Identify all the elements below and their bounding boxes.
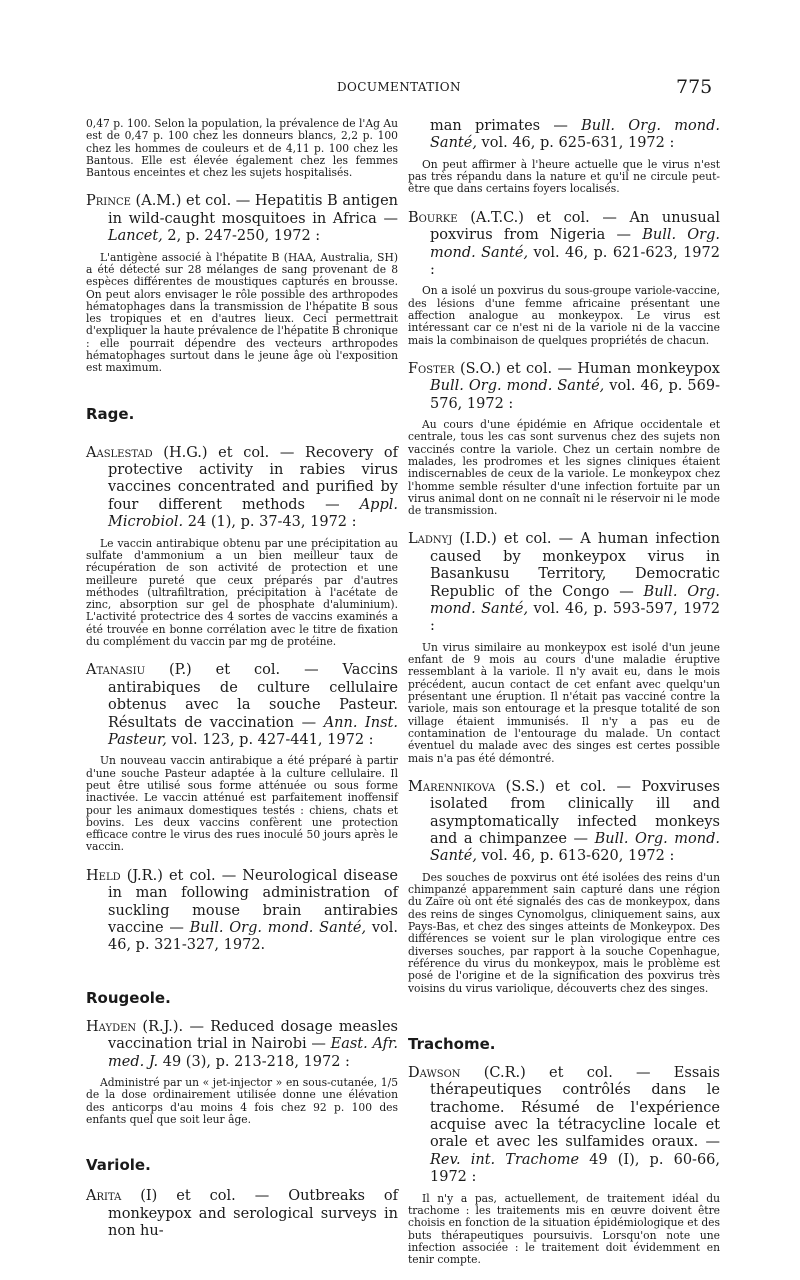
- intro-abstract: 0,47 p. 100. Selon la population, la prévalence de l'Ag Au est de 0,47 p. 100 chez les donneurs blancs, 2,2 p. 100 chez les hommes de couleurs et de 4,11 p. 100 chez les Bantous. Elle est élevée également chez les femmes Bantous enceintes et chez les sujets hospitalisés.: [86, 117, 398, 180]
- reference-arita: [86, 1188, 398, 1240]
- reference-held: [86, 868, 398, 955]
- abstract-hayden: Administré par un « jet-injector » en sous-cutanée, 1/5 de la dose ordinairement utilisée donne une élévation des anticorps d'au moins 4 fois chez 92 p. 100 des enfants quel que soit leur âge.: [86, 1076, 398, 1126]
- ref-citation: 49 (3), p. 213-218, 1972 :: [158, 1053, 350, 1070]
- ref-journal: Bull. Org. mond. Santé,: [189, 920, 367, 936]
- left-column: [86, 118, 398, 1246]
- ref-journal: Bull. Org. mond. Santé,: [430, 378, 605, 395]
- ref-title: et col. — Outbreaks of monkeypox and serological surveys in non hu-: [108, 1188, 398, 1240]
- abstract-dawson: Il n'y a pas, actuellement, de traitement idéal du trachome : les traitements mis en œuvre doivent être choisis en fonction de la situation épidémiologique et des buts thérapeutiques poursuivis. Lorsqu'on note une infection associée : le traitement doit évidemment en tenir compte.: [408, 1191, 720, 1267]
- ref-journal: Lancet,: [108, 228, 163, 245]
- ref-author: Ladnyj (I.D.): [408, 531, 497, 548]
- ref-author: Aaslestad (H.G.): [86, 444, 208, 461]
- abstract-foster: Au cours d'une épidémie en Afrique occidentale et centrale, tous les cas sont survenus chez des sujets non vaccinés contre la variole. Chez un certain nombre de malades, les prodromes et les signes cliniques étaient indiscernables de ceux de la variole. Le monkeypox chez l'homme semble résulter d'une infection fortuite par un virus animal dont on ne connaît ni le réservoir ni le mode de transmission.: [408, 418, 720, 518]
- running-title: DOCUMENTATION: [337, 80, 461, 94]
- ref-title: et col. — An unusual poxvirus from Nigeria —: [430, 209, 720, 244]
- ref-author: Arita (I): [86, 1188, 158, 1205]
- ref-journal: East. Afr. med. J.: [108, 1036, 398, 1070]
- ref-title: et col. — Hepatitis B antigen in wild-caught mosquitoes in Africa —: [108, 193, 398, 227]
- ref-citation: vol. 46, p. 625-631, 1972 :: [476, 135, 675, 152]
- abstract-bourke: On a isolé un poxvirus du sous-groupe variole-vaccine, des lésions d'une femme africaine présentant une affection analogue au monkeypox. Le virus est intéressant car ce n'est ni de la variole ni de la vaccine mais la combinaison de quelques propriétés de chacun.: [408, 284, 720, 347]
- ref-journal: Appl. Microbiol.: [108, 496, 398, 531]
- ref-title: man primates —: [430, 118, 582, 134]
- ref-journal: Bull. Org. mond. Santé,: [430, 118, 721, 152]
- ref-citation: 49 (I), p. 60-66, 1972 :: [430, 1151, 721, 1186]
- section-heading-rougeole: Rougeole.: [86, 988, 171, 1007]
- ref-journal: Bull. Org. mond. Santé,: [430, 227, 720, 261]
- ref-title: et col. — A human infection caused by monkeypox virus in Basankusu Territory, Democratic Republic of the Congo —: [430, 531, 720, 600]
- ref-citation: vol. 46, p. 613-620, 1972 :: [476, 848, 675, 865]
- right-column: [408, 118, 720, 1280]
- ref-author: Marennikova (S.S.): [408, 778, 546, 795]
- reference-aaslestad: [86, 445, 398, 532]
- ref-citation: vol. 123, p. 427-441, 1972 :: [166, 732, 374, 748]
- section-heading-trachome: Trachome.: [408, 1034, 496, 1053]
- ref-author: Bourke (A.T.C.): [408, 209, 524, 226]
- ref-author: Dawson (C.R.): [408, 1064, 526, 1081]
- abstract-marennikova: Des souches de poxvirus ont été isolées des reins d'un chimpanzé apparemment sain capturé dans une région du Zaïre où ont été signalés des cas de monkeypox, dans des reins de singes Cynomolgus, cliniquement sains, aux Pays-Bas, et chez des singes atteints de Monkeypox. Des différences se voient sur le plan virologique entre ces diverses souches, par rapport à la souche Copenhague, référence du virus du monkeypox, mais le problème est posé de l'origine et de la signification des poxvirus très voisins du virus variolique, découverts chez des singes.: [408, 870, 720, 995]
- ref-author: Prince (A.M.): [86, 193, 182, 210]
- page-header: [0, 78, 800, 102]
- reference-hayden: [86, 1019, 398, 1071]
- ref-citation: 2, p. 247-250, 1972 :: [162, 228, 321, 245]
- ref-title: et col. — Poxviruses isolated from clinically ill and asymptomatically infected monkeys and a chimpanzee —: [430, 778, 720, 848]
- reference-bourke: [408, 210, 720, 280]
- section-heading-variole: Variole.: [86, 1156, 151, 1175]
- abstract-prince: L'antigène associé à l'hépatite B (HAA, Australia, SH) a été détecté sur 28 mélanges de sang provenant de 8 espèces différentes de moustiques capturés en brousse. On peut alors envisager le rôle possible des arthropodes hématophages dans la transmission de l'hépatite B sous les tropiques et en d'autres lieux. Ceci permettrait d'expliquer la haute prévalence de l'hépatite B chronique : elle pourrait dépendre des vecteurs arthropodes hématophages surtout dans le jeune âge où l'exposition est maximum.: [86, 250, 398, 375]
- ref-title: et col. — Neurological disease in man following administration of suckling mouse brain antirabies vaccine —: [108, 867, 398, 936]
- ref-citation: vol. 46, p. 321-327, 1972.: [108, 920, 399, 954]
- ref-title: et col. — Essais thérapeutiques contrôlés dans le trachome. Résumé de l'expérience acquise avec la tétracycline locale et orale et avec les sulfamides oraux. —: [430, 1064, 720, 1151]
- ref-citation: vol. 46, p. 569-576, 1972 :: [430, 378, 720, 412]
- ref-author: Foster (S.O.): [408, 360, 501, 377]
- ref-citation: vol. 46, p. 593-597, 1972 :: [430, 601, 720, 635]
- ref-author: Atanasiu (P.): [86, 662, 192, 679]
- ref-author: Held (J.R.): [86, 867, 163, 884]
- section-heading-rage: Rage.: [86, 404, 135, 423]
- reference-atanasiu: [86, 662, 398, 749]
- ref-author: Hayden (R.J.).: [86, 1018, 184, 1035]
- ref-title: et col. — Recovery of protective activity in rabies virus vaccines concentrated and purified by four different methods —: [108, 444, 398, 513]
- reference-foster: [408, 361, 720, 413]
- reference-dawson: [408, 1065, 720, 1187]
- page-number: 775: [676, 76, 713, 98]
- ref-title: et col. — Vaccins antirabiques de culture cellulaire obtenus avec la souche Pasteur. Résultats de vaccination —: [108, 662, 398, 731]
- ref-citation: 24 (1), p. 37-43, 1972 :: [183, 514, 357, 531]
- reference-arita-continued: [408, 118, 720, 153]
- reference-prince: [86, 193, 398, 245]
- abstract-atanasiu: Un nouveau vaccin antirabique a été préparé à partir d'une souche Pasteur adaptée à la culture cellulaire. Il peut être utilisé sous forme atténuée ou sous forme inactivée. Le vaccin atténué est parfaitement inoffensif pour les animaux domestiques testés : chiens, chats et bovins. Les deux vaccins confèrent une protection efficace contre le virus des rues inoculé 50 jours après le vaccin.: [86, 754, 398, 854]
- ref-title: — Reduced dosage measles vaccination trial in Nairobi —: [108, 1018, 398, 1053]
- abstract-aaslestad: Le vaccin antirabique obtenu par une précipitation au sulfate d'ammonium a un bien meilleur taux de récupération de son activité de protection et une meilleure pureté que ceux préparés par d'autres méthodes (ultrafiltration, précipitation à l'acétate de zinc, absorption sur gel de phosphate d'aluminium). L'activité protectrice des 4 sortes de vaccins examinés a été trouvée en bonne corrélation avec le titre de fixation du complément du vaccin par mg de protéine.: [86, 536, 398, 649]
- abstract-arita: On peut affirmer à l'heure actuelle que le virus n'est pas très répandu dans la nature et qu'il ne circule peut-être que dans certains foyers localisés.: [408, 157, 720, 196]
- reference-marennikova: [408, 779, 720, 866]
- ref-journal: Bull. Org. mond. Santé,: [430, 583, 720, 618]
- ref-journal: Bull. Org. mond. Santé,: [430, 831, 720, 865]
- ref-citation: vol. 46, p. 621-623, 1972 :: [430, 244, 720, 278]
- ref-journal: Rev. int. Trachome: [430, 1151, 580, 1168]
- ref-journal: Ann. Inst. Pasteur,: [108, 714, 398, 748]
- abstract-ladnyj: Un virus similaire au monkeypox est isolé d'un jeune enfant de 9 mois au cours d'une maladie éruptive ressemblant à la variole. Il n'y avait eu, dans le mois précédent, aucun contact de cet enfant avec quelqu'un présentant une éruption. Il n'était pas vacciné contre la variole, mais son entourage et la presque totalité de son village étaient immunisés. Il n'y a pas eu de contamination de l'entourage du malade. Un contact éventuel du malade avec des singes est certes possible mais n'a pas été démontré.: [408, 640, 720, 765]
- reference-ladnyj: [408, 531, 720, 635]
- ref-title: et col. — Human monkeypox: [500, 360, 720, 377]
